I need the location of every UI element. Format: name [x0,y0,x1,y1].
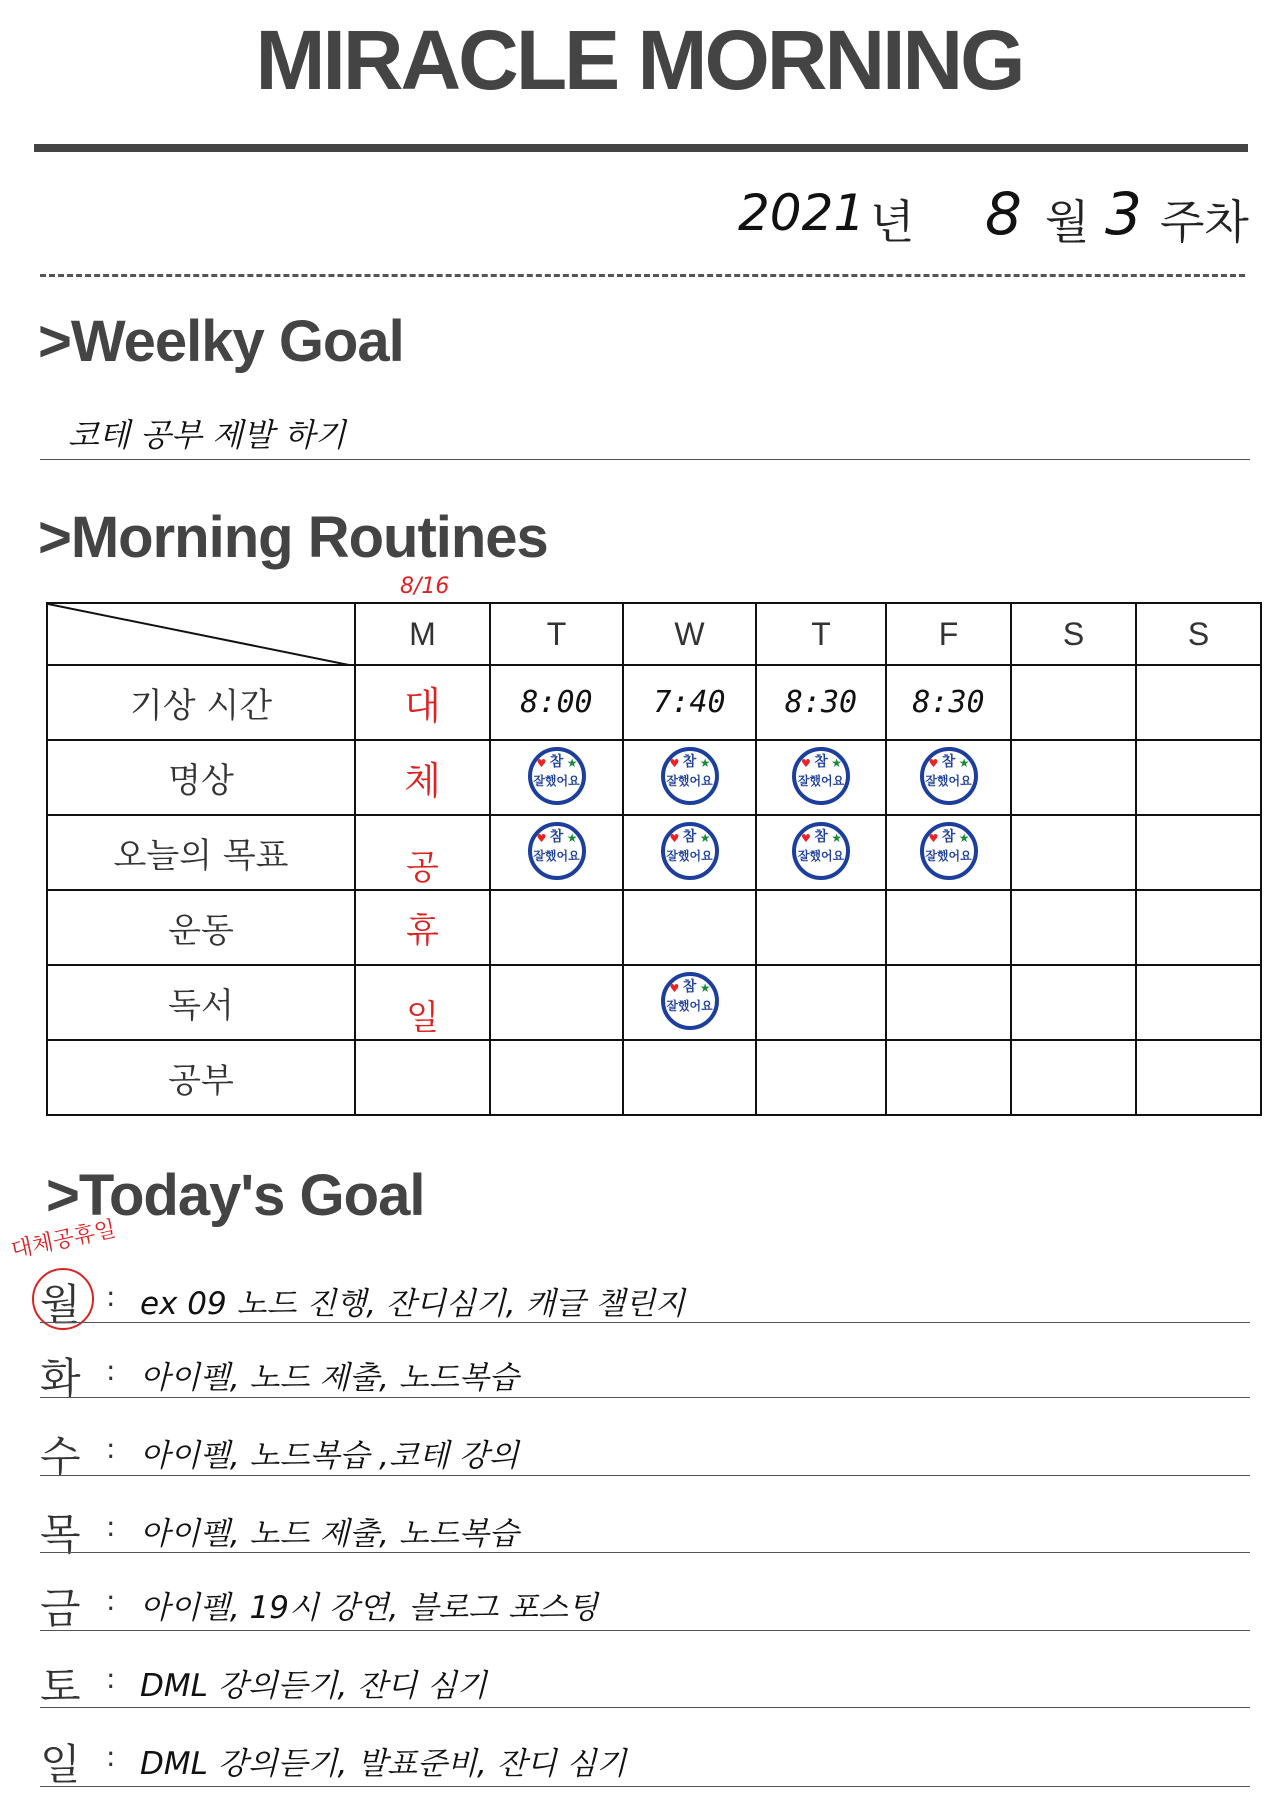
weekly-goal-heading: >Weelky Goal [38,309,404,374]
row-label-reading: 독서 [47,965,355,1040]
day-header-tue: T [490,603,623,665]
daily-goal-tue [490,815,623,890]
day-colon: : [106,1740,116,1773]
exercise-sun [1136,890,1261,965]
row-label-meditation: 명상 [47,740,355,815]
day-header-wed: W [623,603,756,665]
exercise-tue [490,890,623,965]
goal-underline [40,1630,1250,1631]
goal-underline [40,1707,1250,1708]
goal-underline [40,1322,1250,1323]
stamp-icon: ♥ ★ 참 잘했어요 [792,747,850,805]
goal-underline [40,1552,1250,1553]
day-goal-text: 아이펠, 노드 제출, 노드복습 [140,1360,519,1396]
meditation-sun [1136,740,1261,815]
day-label: 수 [40,1432,81,1481]
row-label-daily-goal: 오늘의 목표 [47,815,355,890]
meditation-tue [490,740,623,815]
daily-goal-sun [1136,815,1261,890]
stamp-icon: ♥ ★ 참 잘했어요 [661,972,719,1030]
day-header-sun: S [1136,603,1261,665]
goal-underline [40,1786,1250,1787]
study-fri [886,1040,1011,1115]
day-label: 금 [40,1584,81,1633]
stamp-icon: ♥ ★ 참 잘했어요 [528,747,586,805]
date-month-label: 월 [1045,195,1090,249]
day-label: 화 [40,1354,81,1403]
day-header-mon: M [355,603,490,665]
exercise-thu [756,890,886,965]
wake-time-sat [1011,665,1136,740]
day-label: 목 [40,1510,81,1559]
study-sun [1136,1040,1261,1115]
exercise-fri [886,890,1011,965]
wake-time-wed: 7:40 [623,665,756,740]
date-month: 8 [985,180,1022,248]
reading-tue [490,965,623,1040]
monday-note-5: 일 [355,965,490,1040]
diagonal-line [48,604,354,666]
weekly-goal-underline [40,459,1250,460]
row-label-study: 공부 [47,1040,355,1115]
monday-note-2: 체 [355,740,490,815]
monday-note-4: 휴 [355,890,490,965]
weekly-goal-text: 코테 공부 제발 하기 [68,416,346,454]
wake-time-thu: 8:30 [756,665,886,740]
wake-time-tue: 8:00 [490,665,623,740]
row-label-exercise: 운동 [47,890,355,965]
monday-note-1: 대 [355,665,490,740]
reading-sat [1011,965,1136,1040]
goal-underline [40,1397,1250,1398]
day-colon: : [106,1432,116,1465]
stamp-icon: ♥ ★ 참 잘했어요 [920,747,978,805]
daily-goal-wed [623,815,756,890]
date-week-label: 주차 [1160,195,1249,249]
routine-date-note: 8/16 [400,574,450,599]
day-goal-text: DML 강의듣기, 발표준비, 잔디 심기 [140,1746,627,1782]
wake-time-fri: 8:30 [886,665,1011,740]
stamp-icon: ♥ ★ 참 잘했어요 [528,822,586,880]
daily-goal-sat [1011,815,1136,890]
day-header-sat: S [1011,603,1136,665]
meditation-fri [886,740,1011,815]
stamp-icon: ♥ ★ 참 잘했어요 [792,822,850,880]
goal-underline [40,1475,1250,1476]
daily-goal-fri [886,815,1011,890]
study-mon [355,1040,490,1115]
day-goal-text: ex 09 노드 진행, 잔디심기, 캐글 챌린지 [140,1286,685,1322]
reading-thu [756,965,886,1040]
day-goal-text: 아이펠, 노드복습 ,코테 강의 [140,1438,519,1474]
routine-table [46,602,1262,1116]
study-wed [623,1040,756,1115]
dashed-divider [40,274,1245,277]
daily-goal-thu [756,815,886,890]
stamp-icon: ♥ ★ 참 잘했어요 [661,747,719,805]
day-label: 월 [40,1280,81,1329]
day-label: 토 [40,1662,81,1711]
study-sat [1011,1040,1136,1115]
day-colon: : [106,1280,116,1313]
day-goal-text: 아이펠, 19시 강연, 블로그 포스팅 [140,1590,598,1626]
exercise-sat [1011,890,1136,965]
row-label-wake: 기상 시간 [47,665,355,740]
stamp-icon: ♥ ★ 참 잘했어요 [920,822,978,880]
day-colon: : [106,1584,116,1617]
day-goal-text: 아이펠, 노드 제출, 노드복습 [140,1516,519,1552]
day-colon: : [106,1662,116,1695]
exercise-wed [623,890,756,965]
reading-sun [1136,965,1261,1040]
day-colon: : [106,1510,116,1543]
day-header-fri: F [886,603,1011,665]
title-divider [34,144,1248,152]
page-title: MIRACLE MORNING [255,13,1023,107]
meditation-thu [756,740,886,815]
day-colon: : [106,1354,116,1387]
todays-goal-monday-note: 대체공휴일 [9,1216,119,1264]
todays-goal-heading: >Today's Goal [46,1163,425,1228]
day-header-thu: T [756,603,886,665]
wake-time-sun [1136,665,1261,740]
meditation-wed [623,740,756,815]
monday-note-3: 공 [355,815,490,890]
day-goal-text: DML 강의듣기, 잔디 심기 [140,1668,487,1704]
reading-fri [886,965,1011,1040]
morning-routines-heading: >Morning Routines [38,505,548,570]
date-week: 3 [1105,180,1142,248]
date-year-label: 년 [870,195,915,249]
date-year: 2021 [738,184,866,242]
study-thu [756,1040,886,1115]
day-label: 일 [40,1740,81,1789]
corner-cell [47,603,355,665]
study-tue [490,1040,623,1115]
reading-wed [623,965,756,1040]
stamp-icon: ♥ ★ 참 잘했어요 [661,822,719,880]
meditation-sat [1011,740,1136,815]
